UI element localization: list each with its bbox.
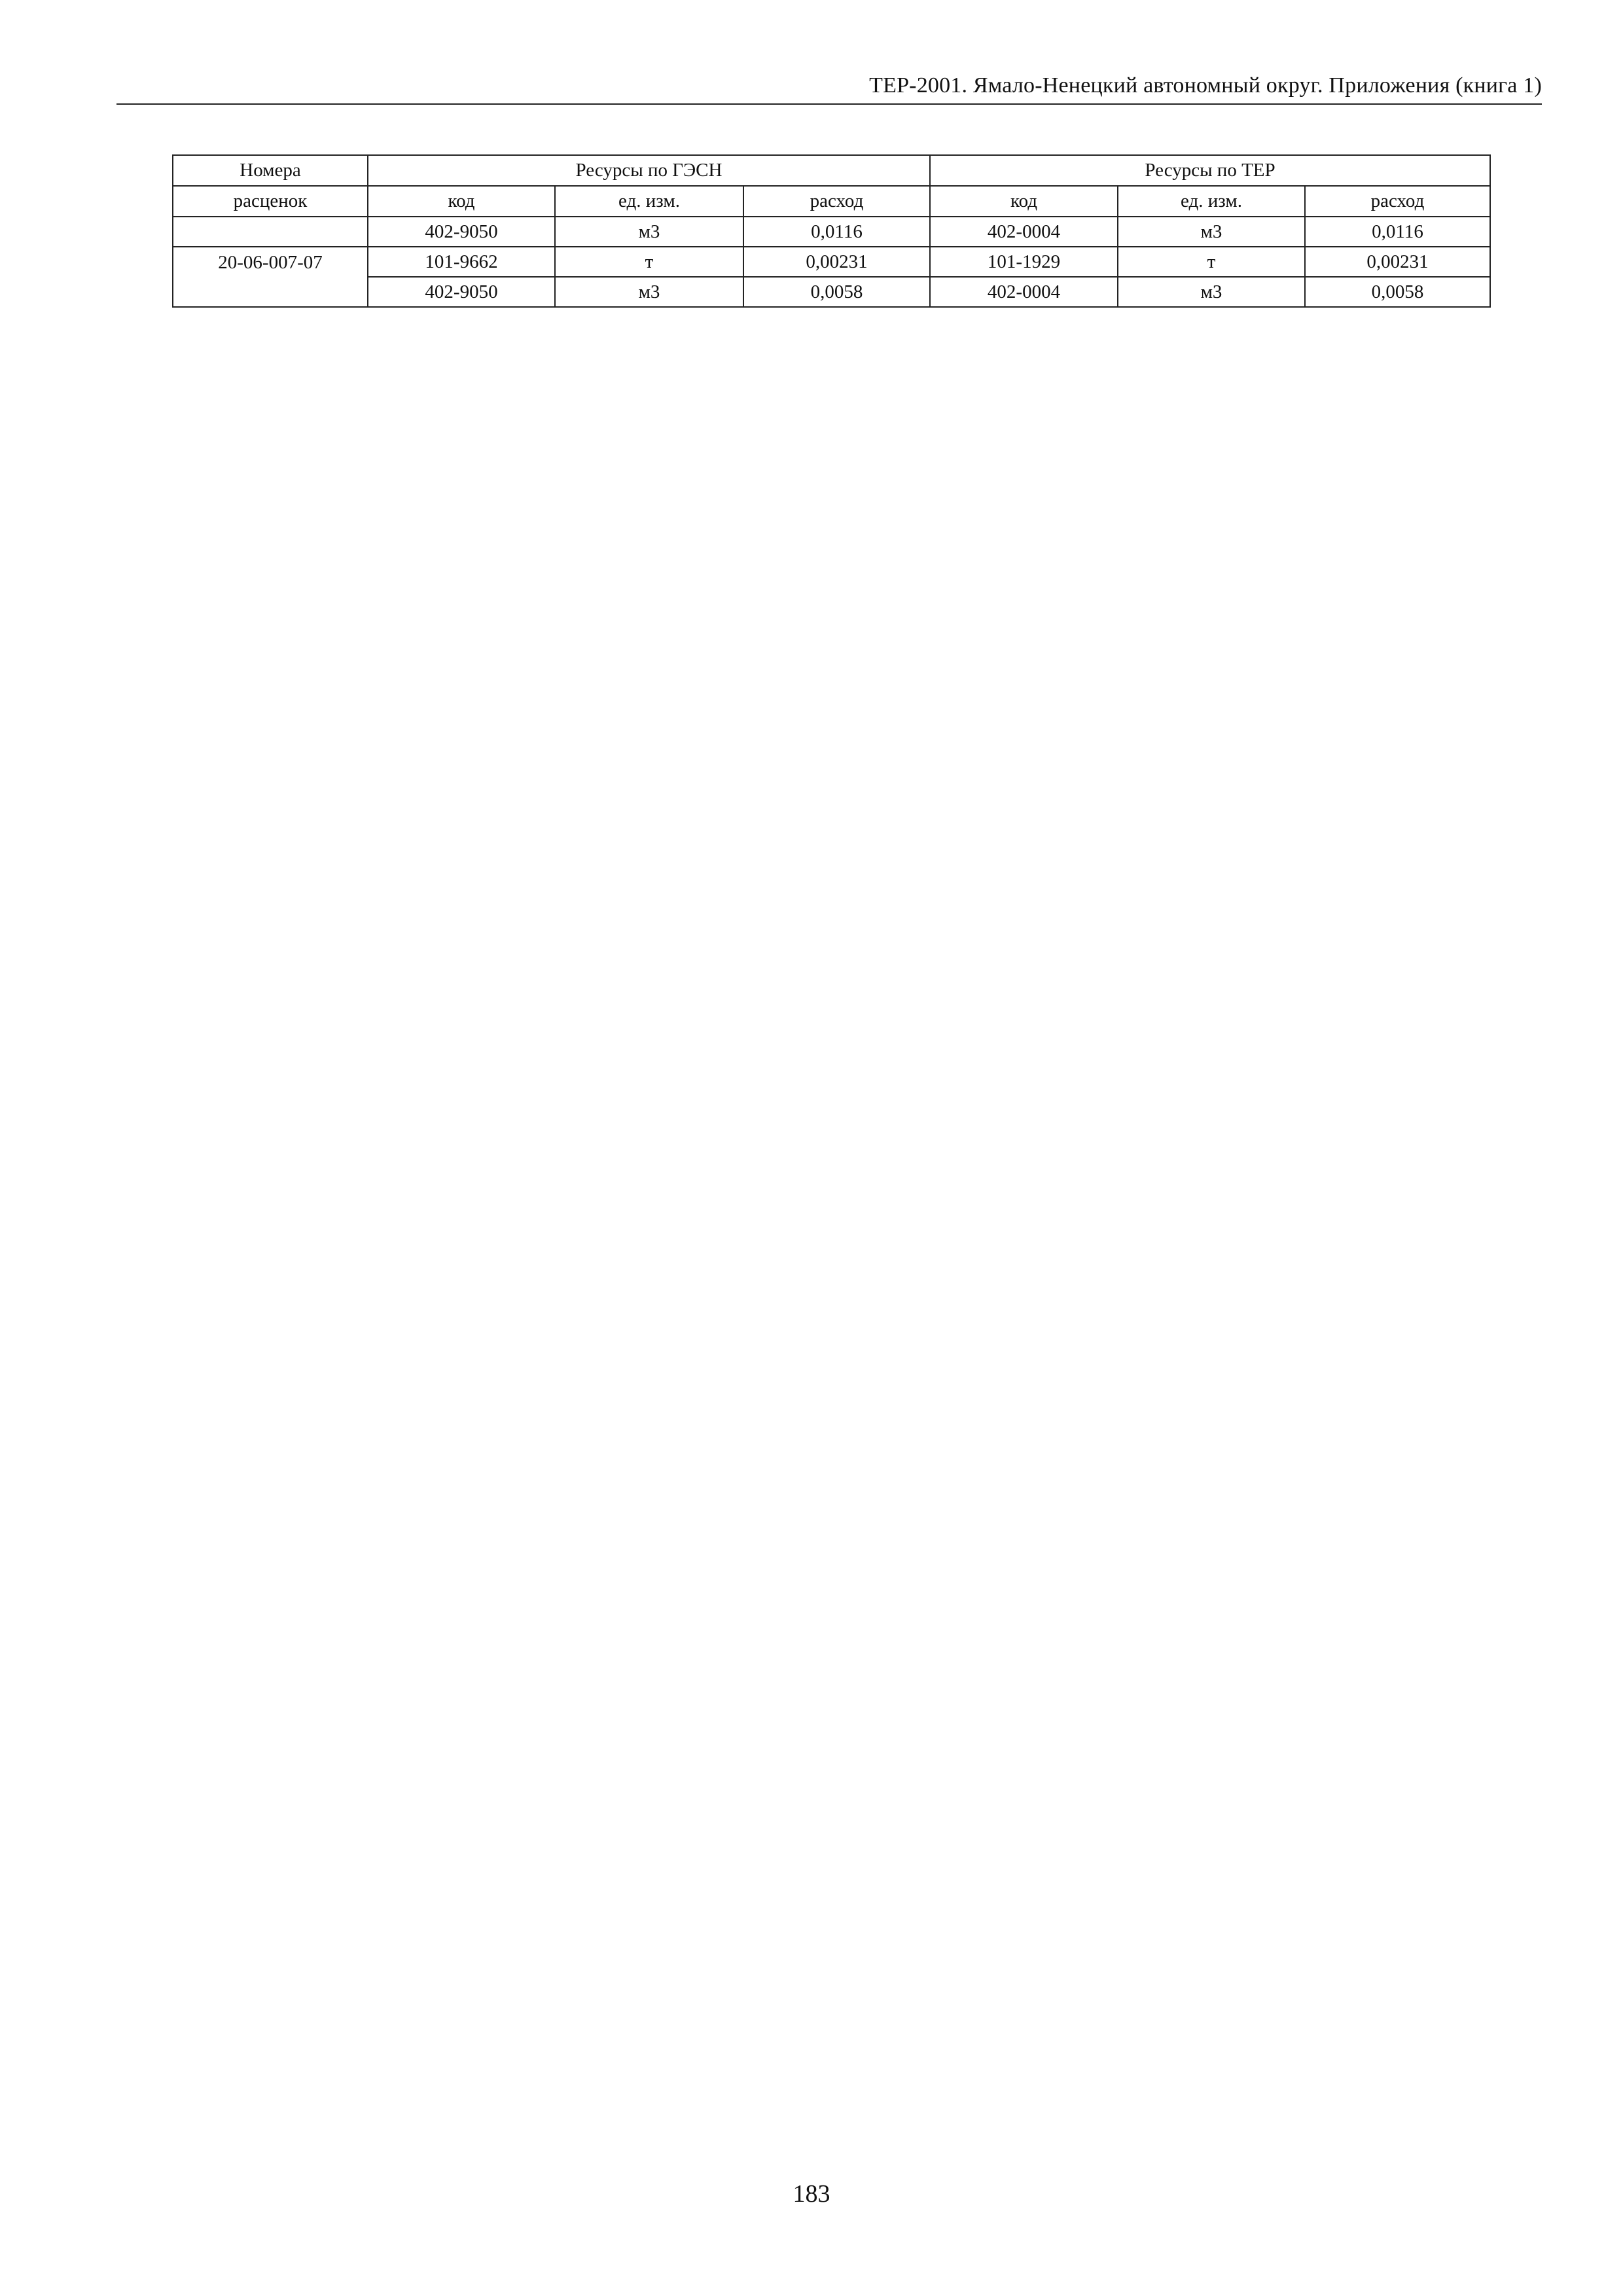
cell-ter-amount: 0,00231 <box>1305 247 1490 277</box>
col-ter-amount: расход <box>1305 186 1490 217</box>
cell-rate-number <box>173 277 368 307</box>
cell-ter-code: 402-0004 <box>930 277 1118 307</box>
table-row <box>173 217 1490 247</box>
cell-gesn-code: 402-9050 <box>368 277 555 307</box>
col-group-gesn: Ресурсы по ГЭСН <box>368 155 930 186</box>
running-header-text: ТЕР-2001. Ямало-Ненецкий автономный округ. Приложения (книга 1) <box>869 73 1542 98</box>
cell-gesn-code: 101-9662 <box>368 247 555 277</box>
cell-ter-amount: 0,0058 <box>1305 277 1490 307</box>
cell-gesn-unit: м3 <box>555 217 743 247</box>
table-header-row-2 <box>173 186 1490 217</box>
cell-ter-code: 101-1929 <box>930 247 1118 277</box>
cell-gesn-amount: 0,00231 <box>743 247 930 277</box>
cell-gesn-amount: 0,0116 <box>743 217 930 247</box>
cell-rate-number <box>173 217 368 247</box>
cell-rate-number: 20-06-007-07 <box>173 247 368 277</box>
col-ter-unit: ед. изм. <box>1118 186 1305 217</box>
page-number: 183 <box>793 2180 830 2208</box>
cell-gesn-unit: м3 <box>555 277 743 307</box>
table-row <box>173 247 1490 277</box>
cell-ter-unit: м3 <box>1118 217 1305 247</box>
col-ter-code: код <box>930 186 1118 217</box>
resources-table <box>172 154 1491 308</box>
cell-gesn-unit: т <box>555 247 743 277</box>
table-row <box>173 277 1490 307</box>
cell-ter-code: 402-0004 <box>930 217 1118 247</box>
cell-gesn-amount: 0,0058 <box>743 277 930 307</box>
table-header-row-1 <box>173 155 1490 186</box>
table-body <box>173 217 1490 307</box>
col-group-ter: Ресурсы по ТЕР <box>930 155 1490 186</box>
cell-ter-unit: м3 <box>1118 277 1305 307</box>
col-gesn-code: код <box>368 186 555 217</box>
col-numbers-header-bottom: расценок <box>173 186 368 217</box>
col-gesn-amount: расход <box>743 186 930 217</box>
col-numbers-header-top: Номера <box>173 155 368 186</box>
cell-ter-unit: т <box>1118 247 1305 277</box>
col-gesn-unit: ед. изм. <box>555 186 743 217</box>
cell-gesn-code: 402-9050 <box>368 217 555 247</box>
running-header <box>116 71 1542 105</box>
cell-ter-amount: 0,0116 <box>1305 217 1490 247</box>
